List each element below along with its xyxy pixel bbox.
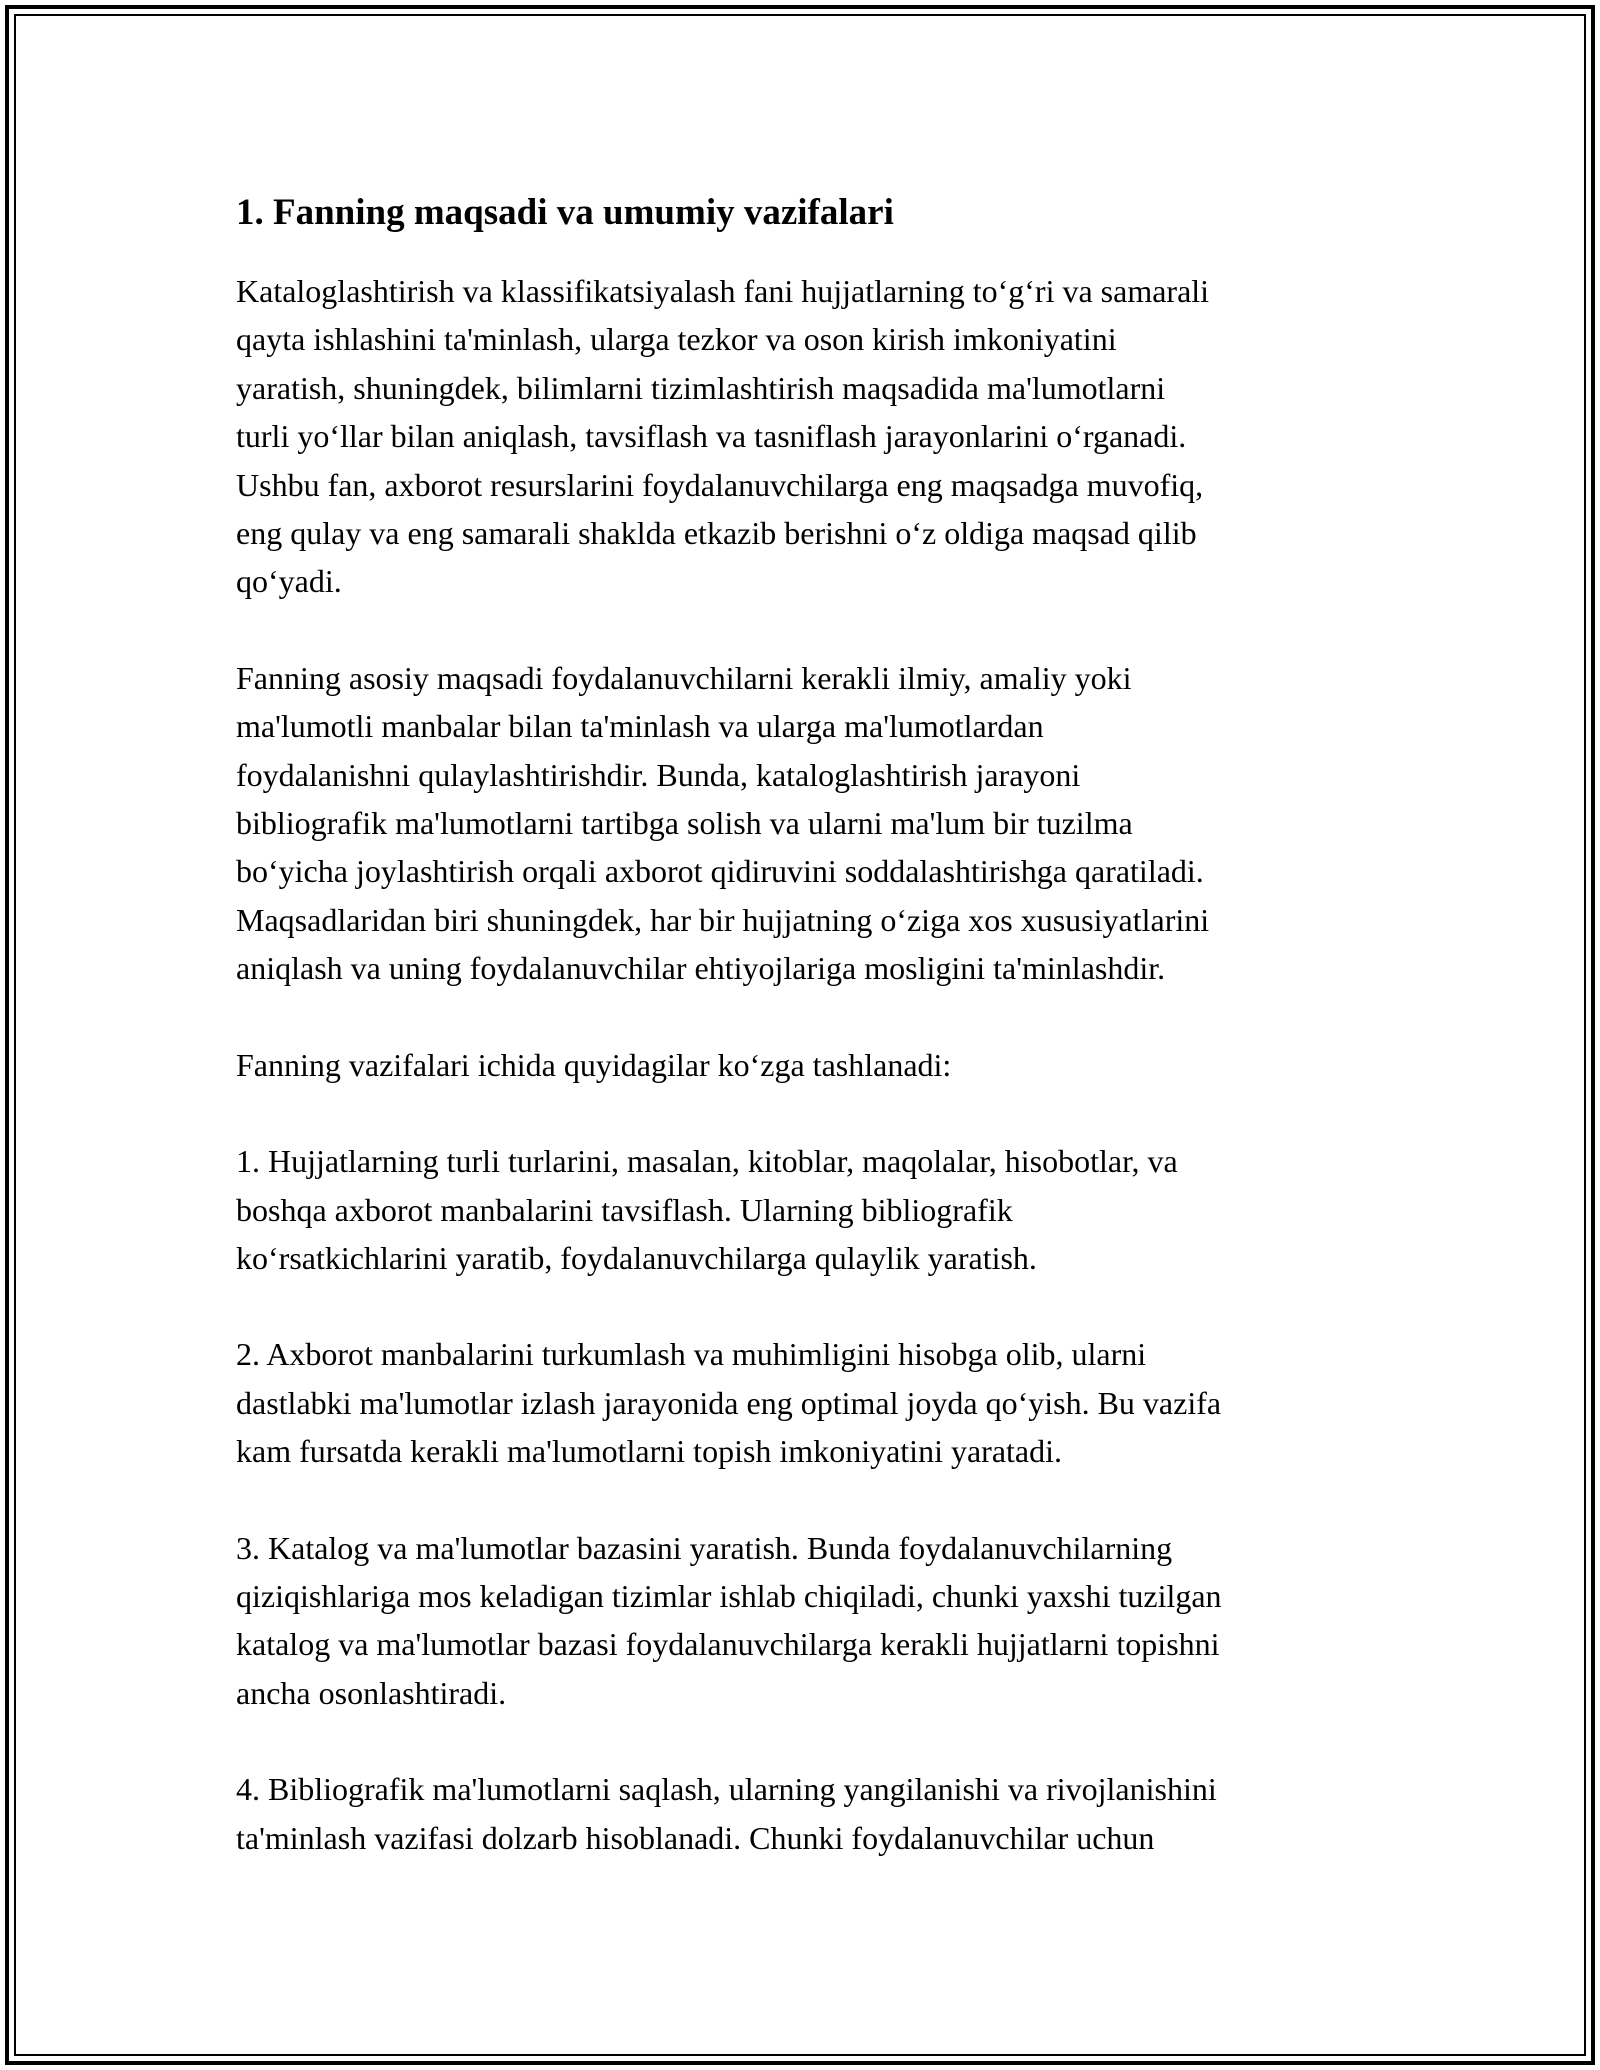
paragraph-tasks-intro bbox=[236, 1041, 1386, 1089]
text-line: qayta ishlashini ta'minlash, ularga tezkor va oson kirish imkoniyatini bbox=[236, 321, 1117, 358]
text-line: Ushbu fan, axborot resurslarini foydalanuvchilarga eng maqsadga muvofiq, bbox=[236, 466, 1204, 503]
text-line: eng qulay va eng samarali shaklda etkazib berishni o‘z oldiga maqsad qilib bbox=[236, 515, 1197, 552]
text-line: boshqa axborot manbalarini tavsiflash. Ularning bibliografik bbox=[236, 1191, 1013, 1228]
list-item-1 bbox=[236, 1137, 1386, 1282]
document-body bbox=[236, 185, 1386, 1910]
text-line: aniqlash va uning foydalanuvchilar ehtiyojlariga mosligini ta'minlashdir. bbox=[236, 950, 1166, 987]
text-line: ma'lumotli manbalar bilan ta'minlash va ularga ma'lumotlardan bbox=[236, 708, 1044, 745]
text-line: turli yo‘llar bilan aniqlash, tavsiflash va tasniflash jarayonlarini o‘rganadi. bbox=[236, 418, 1187, 455]
text-line: qo‘yadi. bbox=[236, 563, 342, 600]
text-line: 2. Axborot manbalarini turkumlash va muhimligini hisobga olib, ularni bbox=[236, 1336, 1147, 1373]
text-line: foydalanishni qulaylashtirishdir. Bunda, kataloglashtirish jarayoni bbox=[236, 756, 1081, 793]
text-line: 1. Hujjatlarning turli turlarini, masalan, kitoblar, maqolalar, hisobotlar, va bbox=[236, 1143, 1178, 1180]
text-line: Maqsadlaridan biri shuningdek, har bir hujjatning o‘ziga xos xususiyatlarini bbox=[236, 901, 1210, 938]
text-line: Fanning vazifalari ichida quyidagilar ko‘zga tashlanadi: bbox=[236, 1046, 952, 1083]
text-line: kam fursatda kerakli ma'lumotlarni topish imkoniyatini yaratadi. bbox=[236, 1433, 1062, 1470]
paragraph-main-goal bbox=[236, 654, 1386, 993]
paragraph-intro bbox=[236, 267, 1386, 606]
text-line: ancha osonlashtiradi. bbox=[236, 1674, 507, 1711]
text-line: qiziqishlariga mos keladigan tizimlar ishlab chiqiladi, chunki yaxshi tuzilgan bbox=[236, 1577, 1222, 1614]
text-line: bo‘yicha joylashtirish orqali axborot qidiruvini soddalashtirishga qaratiladi. bbox=[236, 853, 1204, 890]
text-line: bibliografik ma'lumotlarni tartibga solish va ularni ma'lum bir tuzilma bbox=[236, 805, 1133, 842]
section-heading: 1. Fanning maqsadi va umumiy vazifalari bbox=[236, 192, 894, 233]
text-line: ta'minlash vazifasi dolzarb hisoblanadi. Chunki foydalanuvchilar uchun bbox=[236, 1819, 1155, 1856]
list-item-4 bbox=[236, 1765, 1386, 1862]
text-line: ko‘rsatkichlarini yaratib, foydalanuvchilarga qulaylik yaratish. bbox=[236, 1239, 1037, 1276]
list-item-3 bbox=[236, 1524, 1386, 1718]
text-line: Fanning asosiy maqsadi foydalanuvchilarni kerakli ilmiy, amaliy yoki bbox=[236, 659, 1132, 696]
text-line: 3. Katalog va ma'lumotlar bazasini yaratish. Bunda foydalanuvchilarning bbox=[236, 1529, 1173, 1566]
text-line: 4. Bibliografik ma'lumotlarni saqlash, ularning yangilanishi va rivojlanishini bbox=[236, 1771, 1217, 1808]
text-line: dastlabki ma'lumotlar izlash jarayonida eng optimal joyda qo‘yish. Bu vazifa bbox=[236, 1384, 1222, 1421]
list-item-2 bbox=[236, 1330, 1386, 1475]
text-line: yaratish, shuningdek, bilimlarni tizimlashtirish maqsadida ma'lumotlarni bbox=[236, 369, 1166, 406]
text-line: Kataloglashtirish va klassifikatsiyalash fani hujjatlarning to‘g‘ri va samarali bbox=[236, 273, 1210, 309]
text-line: katalog va ma'lumotlar bazasi foydalanuvchilarga kerakli hujjatlarni topishni bbox=[236, 1626, 1220, 1663]
